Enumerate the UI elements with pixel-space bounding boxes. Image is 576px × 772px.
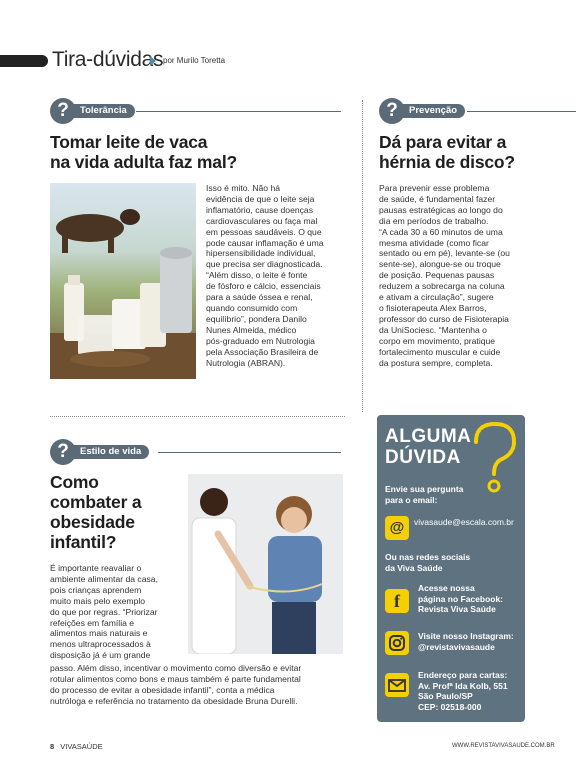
at-icon: @ — [385, 516, 409, 540]
body-line: Nutrologia (ABRAN). — [206, 357, 286, 368]
headline-line: Como — [50, 472, 99, 492]
tag-tolerancia: Tolerância — [64, 104, 135, 118]
body-line: muito mais pelo exemplo — [50, 595, 146, 606]
facebook-icon: f — [385, 589, 409, 613]
article-body-obesidade-wide — [50, 663, 301, 707]
body-line: inflamatório, cause doenças — [206, 204, 314, 215]
text-line: Ou nas redes sociais — [385, 552, 471, 562]
article-body-leite — [206, 183, 324, 368]
divider — [136, 111, 341, 112]
author-byline: por Murilo Toretta — [163, 56, 226, 65]
body-line: refeições em família e — [50, 617, 135, 628]
tag-estilo-de-vida: Estilo de vida — [64, 445, 149, 459]
body-line: de posição. Pequenas pausas — [379, 270, 495, 281]
instagram-icon — [385, 631, 409, 655]
text-line: CEP: 02518-000 — [418, 701, 482, 712]
page-number: 8 — [50, 742, 55, 751]
divider — [158, 452, 341, 453]
body-line: pausas estratégicas ao longo do — [379, 204, 503, 215]
headline-leite — [50, 132, 237, 172]
question-icon: ? — [50, 98, 76, 124]
text-line: São Paulo/SP — [418, 691, 473, 701]
envelope-icon — [385, 673, 409, 697]
body-line: disposição já é um grande — [50, 650, 151, 661]
body-line: sente-se), alongue-se ou troque — [379, 259, 501, 270]
facebook-link[interactable] — [418, 583, 503, 615]
body-line: mesma atividade (como ficar — [379, 237, 489, 248]
body-line: dia em períodos de trabalho. — [379, 215, 489, 226]
milk-photo — [50, 183, 196, 379]
milk-illustration — [50, 183, 196, 379]
body-line: que precisa ser diagnosticada. — [206, 259, 323, 270]
text-line: Envie sua pergunta — [385, 484, 464, 494]
body-line: professor do curso de Fisioterapia — [379, 313, 509, 324]
section-title: Tira-dúvidas — [52, 48, 164, 71]
body-line: rotular alimentos como bons e maus também é parte fundamental — [50, 673, 301, 684]
section-divider — [50, 416, 345, 417]
doctor-child-illustration — [188, 474, 343, 654]
body-line: cardiovasculares ou faça mal — [206, 215, 318, 226]
body-line: fortalecimento muscular e cuide — [379, 346, 501, 357]
body-line: corpo em movimento, pratique — [379, 335, 496, 346]
headline-line: na vida adulta faz mal? — [50, 152, 237, 172]
body-line: menos ultraprocessados à — [50, 639, 151, 650]
question-icon: ? — [50, 439, 76, 465]
body-line: nutróloga e referência no tratamento da obesidade Bruna Durelli. — [50, 695, 298, 706]
column-divider — [362, 100, 363, 412]
title-line: DÚVIDA — [385, 447, 461, 468]
body-line: reduzem a sobrecarga na coluna — [379, 281, 505, 292]
body-line: de fósforo e cálcio, essenciais — [206, 281, 321, 292]
text-line: Endereço para cartas: — [418, 670, 508, 680]
text-line: página no Facebook: — [418, 593, 504, 604]
body-line: passo. Além disso, incentivar o movimento como diversão e evitar — [50, 663, 302, 673]
body-line: hipersensibilidade individual, — [206, 248, 316, 259]
body-line: da postura sempre, completa. — [379, 357, 493, 368]
text-line: @revistavivasaude — [418, 641, 495, 652]
body-line: da UniSociesc. “Mantenha o — [379, 324, 487, 335]
body-line: para a saúde óssea e renal, — [206, 292, 313, 303]
body-line: de saúde, é fundamental fazer — [379, 193, 496, 204]
article-body-obesidade-narrow — [50, 563, 158, 661]
body-line: do processo de evitar a obesidade infantil”, conta a médica — [50, 684, 275, 695]
body-line: equilíbrio”, pondera Danilo — [206, 313, 307, 324]
body-line: o fisioterapeuta Alex Barros, — [379, 302, 487, 313]
footer-brand: VIVASAÚDE — [60, 742, 103, 751]
body-line: sentado ou em pé), levante-se (ou — [379, 248, 510, 259]
headline-line: obesidade — [50, 512, 135, 532]
headline-line: hérnia de disco? — [379, 152, 515, 172]
body-line: e ativam a circulação”, sugere — [379, 292, 494, 303]
body-line: “A cada 30 a 60 minutos de uma — [379, 226, 503, 237]
question-box-title — [385, 426, 471, 468]
child-doctor-photo — [188, 474, 343, 654]
text-line: da Viva Saúde — [385, 562, 443, 573]
question-icon: ? — [379, 98, 405, 124]
tag-prevencao: Prevenção — [393, 104, 465, 118]
text-line: para o email: — [385, 494, 438, 505]
headline-line: infantil? — [50, 532, 117, 552]
body-line: pode causar inflamação é uma — [206, 237, 324, 248]
arrow-icon — [150, 56, 156, 66]
text-line: Av. Profª Ida Kolb, 551 — [418, 680, 508, 691]
headline-obesidade — [50, 472, 141, 552]
send-question-text — [385, 484, 463, 505]
text-line: Acesse nossa — [418, 583, 475, 593]
body-line: evidência de que o leite seja — [206, 193, 315, 204]
title-line: ALGUMA — [385, 426, 472, 447]
body-line: pela Associação Brasileira de — [206, 346, 319, 357]
body-line: alimentos mais naturais e — [50, 628, 148, 639]
body-line: quando consumido com — [206, 302, 298, 313]
body-line: “Além disso, o leite é fonte — [206, 270, 308, 281]
divider — [467, 111, 576, 112]
body-line: do que por regras. “Priorizar — [50, 606, 158, 617]
headline-hernia — [379, 132, 515, 172]
big-question-mark-icon — [468, 420, 522, 496]
header-bar — [0, 55, 48, 67]
social-text — [385, 552, 470, 573]
headline-line: Dá para evitar a — [379, 132, 507, 152]
body-line: Para prevenir esse problema — [379, 183, 490, 193]
headline-line: combater a — [50, 492, 142, 512]
body-line: Isso é mito. Não há — [206, 183, 281, 193]
body-line: Nunes Almeida, médico — [206, 324, 297, 335]
text-line: Visite nosso Instagram: — [418, 631, 514, 641]
body-line: em pessoas saudáveis. O que — [206, 226, 322, 237]
email-link[interactable]: vivasaude@escala.com.br — [414, 517, 514, 527]
body-line: É importante reavaliar o — [50, 563, 142, 573]
body-line: pois crianças aprendem — [50, 584, 142, 595]
instagram-link[interactable] — [418, 631, 514, 652]
body-line: ambiente alimentar da casa, — [50, 573, 158, 584]
footer-page — [50, 742, 103, 751]
footer-url: WWW.REVISTAVIVASAUDE.COM.BR — [452, 743, 555, 749]
mail-address — [418, 670, 508, 712]
text-line: Revista Viva Saúde — [418, 604, 496, 614]
article-body-hernia — [379, 183, 510, 368]
headline-line: Tomar leite de vaca — [50, 132, 208, 152]
body-line: pós-graduado em Nutrologia — [206, 335, 315, 346]
